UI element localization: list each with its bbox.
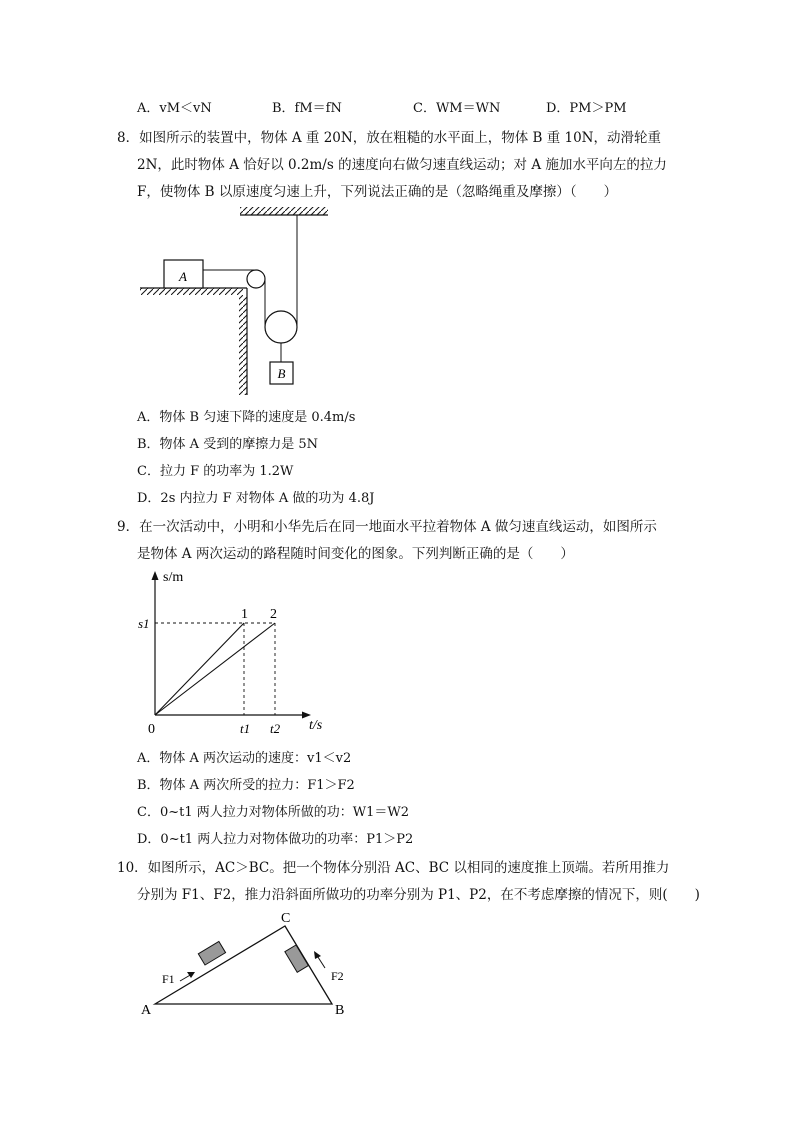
- line-1-label: 1: [241, 607, 248, 622]
- q8-option-d[interactable]: D．2s 内拉力 F 对物体 A 做的功为 4.8J: [137, 491, 375, 506]
- block-b-label: B: [277, 366, 286, 381]
- label-b: B: [335, 1003, 345, 1018]
- q8-pulley-figure: [135, 205, 345, 395]
- line-1: [155, 623, 244, 715]
- q7-option-c[interactable]: C．WM＝WN: [413, 101, 501, 116]
- movable-pulley: [265, 311, 297, 343]
- q8-option-a[interactable]: A．物体 B 匀速下降的速度是 0.4m/s: [137, 410, 356, 425]
- q9-stem-line-2: 是物体 A 两次运动的路程随时间变化的图象。下列判断正确的是（ ）: [137, 546, 574, 562]
- line-2: [155, 623, 275, 715]
- q9-stem-line-1: 9．在一次活动中，小明和小华先后在同一地面水平拉着物体 A 做匀速直线运动，如图所示: [117, 519, 657, 535]
- t1-label: t1: [240, 721, 251, 736]
- q7-option-d[interactable]: D．PM＞PM: [546, 101, 627, 116]
- label-f1: F1: [162, 972, 175, 986]
- q9-option-d[interactable]: D．0~t1 两人拉力对物体做功的功率：P1＞P2: [137, 832, 414, 847]
- fixed-pulley: [247, 270, 265, 288]
- origin-label: 0: [148, 722, 155, 737]
- q7-option-b[interactable]: B．fM＝fN: [272, 101, 342, 116]
- q8-stem-line-2: 2N，此时物体 A 恰好以 0.2m/s 的速度向右做匀速直线运动；对 A 施加水平向左的拉力: [137, 157, 667, 173]
- q9-st-graph: [135, 565, 345, 745]
- y-axis-arrow: [152, 571, 159, 580]
- block-a-label: A: [179, 269, 187, 284]
- ceiling-hatch: [240, 207, 328, 215]
- line-2-label: 2: [270, 607, 277, 622]
- q8-stem-line-1: 8．如图所示的装置中，物体 A 重 20N，放在粗糙的水平面上，物体 B 重 10N，动滑轮重: [117, 130, 661, 146]
- q8-option-c[interactable]: C．拉力 F 的功率为 1.2W: [137, 464, 294, 479]
- q9-option-a[interactable]: A．物体 A 两次运动的速度：v1＜v2: [137, 751, 352, 766]
- q10-stem-line-1: 10．如图所示，AC＞BC。把一个物体分别沿 AC、BC 以相同的速度推上顶端。若所用推力: [117, 860, 670, 876]
- q8-stem-line-3: F，使物体 B 以原速度匀速上升，下列说法正确的是（忽略绳重及摩擦）（ ）: [137, 184, 618, 200]
- q10-stem-line-2: 分别为 F1、F2，推力沿斜面所做功的功率分别为 P1、P2，在不考虑摩擦的情况下，则( ): [137, 887, 700, 903]
- label-c: C: [281, 911, 291, 926]
- table-hatch: [140, 288, 243, 295]
- q8-option-b[interactable]: B．物体 A 受到的摩擦力是 5N: [137, 437, 318, 452]
- x-axis-label: t/s: [309, 718, 323, 733]
- label-a: A: [141, 1003, 152, 1018]
- q7-option-a[interactable]: A．vM＜vN: [137, 101, 212, 116]
- q9-option-b[interactable]: B．物体 A 两次所受的拉力：F1＞F2: [137, 778, 355, 793]
- s1-label: s1: [138, 616, 150, 631]
- f1-arrow-head: [187, 972, 195, 978]
- table-side-hatch: [239, 295, 247, 395]
- q9-option-c[interactable]: C．0~t1 两人拉力对物体所做的功：W1＝W2: [137, 805, 410, 820]
- q10-incline-figure: [135, 908, 355, 1023]
- f2-arrow-head: [314, 951, 321, 959]
- y-axis-label: s/m: [163, 570, 184, 585]
- label-f2: F2: [331, 969, 344, 983]
- t2-label: t2: [270, 721, 281, 736]
- block-on-ac: [198, 941, 225, 965]
